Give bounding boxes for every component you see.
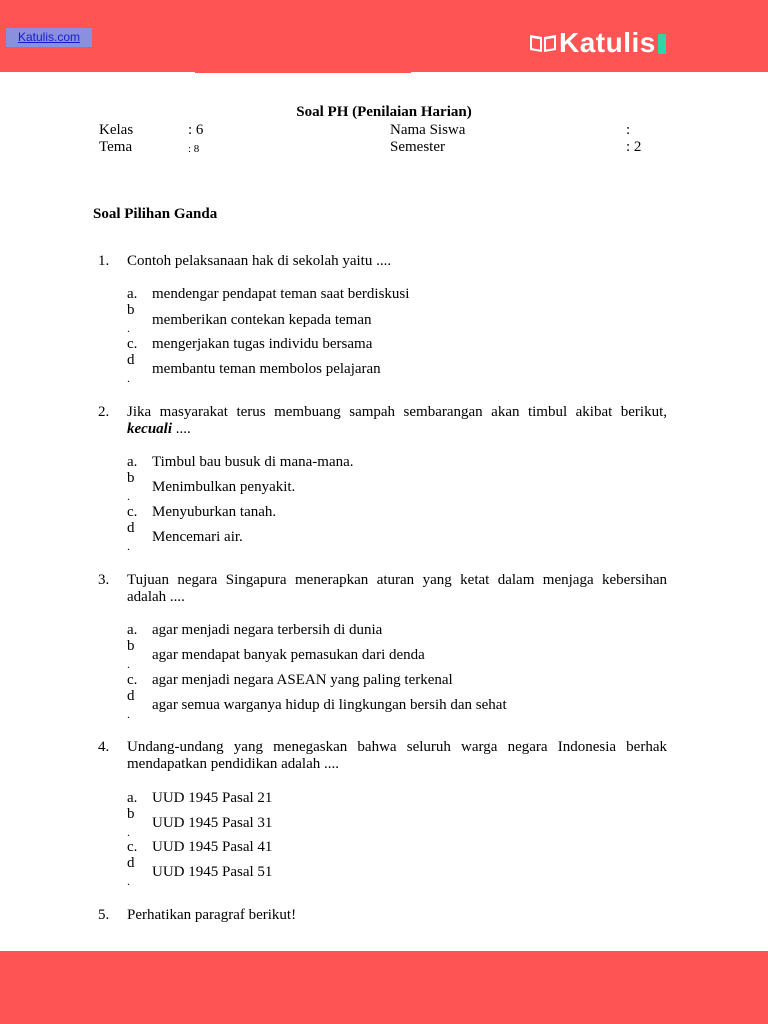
option-letter: b	[127, 638, 135, 654]
option-text: UUD 1945 Pasal 41	[152, 839, 273, 855]
nama-siswa-label: Nama Siswa	[390, 122, 466, 138]
option-text: agar menjadi negara terbersih di dunia	[152, 622, 383, 638]
option-letter: a.	[127, 790, 138, 806]
option-text: agar mendapat banyak pemasukan dari denda	[152, 647, 425, 663]
option-letter: c.	[127, 504, 138, 520]
option-letter: b	[127, 470, 135, 486]
option-text: agar menjadi negara ASEAN yang paling terkenal	[152, 672, 453, 688]
question-number: 3.	[98, 572, 110, 588]
header-accent-line	[195, 70, 411, 73]
brand-logo[interactable]	[528, 25, 666, 61]
option-letter: c.	[127, 839, 138, 855]
option-letter: b	[127, 302, 135, 318]
option-text: UUD 1945 Pasal 21	[152, 790, 273, 806]
option-text: Mencemari air.	[152, 529, 243, 545]
question-text	[127, 404, 667, 438]
question-text-main: Jika masyarakat terus membuang sampah sembarangan akan timbul akibat berikut,	[127, 404, 667, 420]
stray-dot: .	[127, 371, 130, 385]
question-emphasis: kecuali	[127, 421, 172, 437]
option-letter: c.	[127, 672, 138, 688]
option-letter: d	[127, 520, 135, 536]
option-letter: a.	[127, 622, 138, 638]
option-text: mendengar pendapat teman saat berdiskusi	[152, 286, 410, 302]
brand-name: Katulis	[559, 27, 656, 58]
question-text: Contoh pelaksanaan hak di sekolah yaitu ....	[127, 253, 392, 269]
option-text: Menyuburkan tanah.	[152, 504, 277, 520]
option-text: Timbul bau busuk di mana-mana.	[152, 454, 354, 470]
question-number: 5.	[98, 907, 110, 923]
question-text: Tujuan negara Singapura menerapkan aturan yang ketat dalam menjaga kebersihan adalah ....	[127, 572, 667, 605]
stray-dot: .	[127, 489, 130, 503]
option-letter: b	[127, 806, 135, 822]
document-title: Soal PH (Penilaian Harian)	[296, 104, 472, 120]
book-icon	[528, 32, 558, 54]
tema-label: Tema	[99, 139, 133, 155]
stray-dot: .	[127, 539, 130, 553]
kelas-label: Kelas	[99, 122, 134, 138]
option-text: Menimbulkan penyakit.	[152, 479, 296, 495]
stray-dot: .	[127, 657, 130, 671]
semester-value: : 2	[626, 139, 642, 155]
question-number: 2.	[98, 404, 110, 420]
question-text-end: ....	[172, 421, 191, 437]
stray-dot: .	[127, 874, 130, 888]
question-number: 4.	[98, 739, 110, 755]
section-title: Soal Pilihan Ganda	[93, 206, 218, 222]
semester-label: Semester	[390, 139, 445, 155]
question-text: Perhatikan paragraf berikut!	[127, 907, 297, 923]
stray-dot: .	[127, 825, 130, 839]
question-text: Undang-undang yang menegaskan bahwa seluruh warga negara Indonesia berhak mendapatkan pendidikan adalah ....	[127, 739, 667, 772]
question-number: 1.	[98, 253, 110, 269]
option-text: UUD 1945 Pasal 51	[152, 864, 273, 880]
option-text: mengerjakan tugas individu bersama	[152, 336, 373, 352]
option-letter: a.	[127, 454, 138, 470]
option-letter: c.	[127, 336, 138, 352]
tema-value: : 8	[188, 143, 200, 155]
option-letter: d	[127, 688, 135, 704]
brand-badge	[658, 34, 666, 54]
footer-band	[0, 951, 768, 1024]
option-text: agar semua warganya hidup di lingkungan bersih dan sehat	[152, 697, 507, 713]
nama-siswa-value: :	[626, 122, 631, 138]
site-link[interactable]: Katulis.com	[6, 28, 92, 47]
option-text: memberikan contekan kepada teman	[152, 312, 372, 328]
option-text: membantu teman membolos pelajaran	[152, 361, 381, 377]
stray-dot: .	[127, 707, 130, 721]
kelas-value: : 6	[188, 122, 204, 138]
option-text: UUD 1945 Pasal 31	[152, 815, 273, 831]
option-letter: d	[127, 352, 135, 368]
option-letter: a.	[127, 286, 138, 302]
option-letter: d	[127, 855, 135, 871]
stray-dot: .	[127, 321, 130, 335]
